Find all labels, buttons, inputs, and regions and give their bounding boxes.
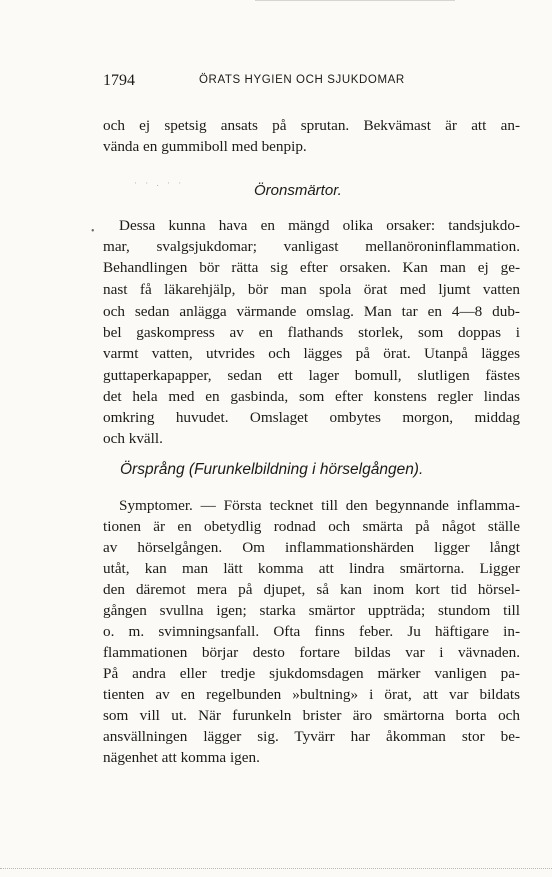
body-line: av hörselgången. Om inflammationshärden ligger långt	[103, 539, 520, 556]
body-line: Behandlingen bör rätta sig efter orsaken. Kan man ej ge-	[103, 259, 520, 276]
body-line: gången svullna igen; starka smärtor uppträda; stundom till	[103, 602, 520, 619]
body-line: Dessa kunna hava en mängd olika orsaker: tandsjukdo-	[119, 217, 520, 234]
body-line: varmt vatten, utvrides och lägges på örat. Utanpå lägges	[103, 345, 520, 362]
body-line: guttaperkapapper, sedan ett lager bomull, slutligen fästes	[103, 367, 520, 384]
body-line: utåt, kan man lätt komma att lindra smärtorna. Ligger	[103, 560, 520, 577]
margin-mark: •	[91, 226, 95, 237]
page-number: 1794	[103, 72, 135, 89]
section-heading-oronsmartor: Öronsmärtor.	[254, 182, 342, 199]
body-line: nägenhet att komma igen.	[103, 749, 260, 766]
page-header	[103, 72, 463, 96]
body-line: den däremot mera på djupet, så kan inom kort tid hörsel-	[103, 581, 520, 598]
body-line: bel gaskompress av en flathands storlek, som doppas i	[103, 324, 520, 341]
body-line: det hela med en gasbinda, som efter konstens regler lindas	[103, 388, 520, 405]
body-line: o. m. svimningsanfall. Ofta finns feber. Ju häftigare in-	[103, 623, 520, 640]
running-title: ÖRATS HYGIEN OCH SJUKDOMAR	[199, 74, 405, 86]
section-heading-orsprang: Örsprång (Furunkelbildning i hörselgången).	[120, 461, 424, 478]
body-line: nast få läkarehjälp, bör man spola örat med ljumt vatten	[103, 281, 520, 298]
print-speckle: · · . · ·	[134, 178, 185, 188]
body-line: omkring huvudet. Omslaget ombytes morgon, middag	[103, 409, 520, 426]
body-line: tienten av en regelbunden »bultning» i örat, att var bildats	[103, 686, 520, 703]
body-line: ansvällningen lägger sig. Tyvärr har åkomman stor be-	[103, 728, 520, 745]
body-line: och ej spetsig ansats på sprutan. Bekvämast är att an-	[103, 117, 520, 134]
body-line: flammationen börjar desto fortare bildas var i vävnaden.	[103, 644, 520, 661]
body-line: tionen är en obetydlig rodnad och smärta på något ställe	[103, 518, 520, 535]
body-line: och kväll.	[103, 430, 163, 447]
body-line: Symptomer. — Första tecknet till den begynnande inflamma-	[119, 497, 520, 514]
body-line: och sedan anlägga värmande omslag. Man tar en 4—8 dub-	[103, 303, 520, 320]
body-line: På andra eller tredje sjukdomsdagen märker vanligen pa-	[103, 665, 520, 682]
body-line: som vill ut. När furunkeln brister äro smärtorna borta och	[103, 707, 520, 724]
scan-edge-top	[255, 0, 455, 3]
body-line: mar, svalgsjukdomar; vanligast mellanöroninflammation.	[103, 238, 520, 255]
body-line: vända en gummiboll med benpip.	[103, 138, 307, 155]
